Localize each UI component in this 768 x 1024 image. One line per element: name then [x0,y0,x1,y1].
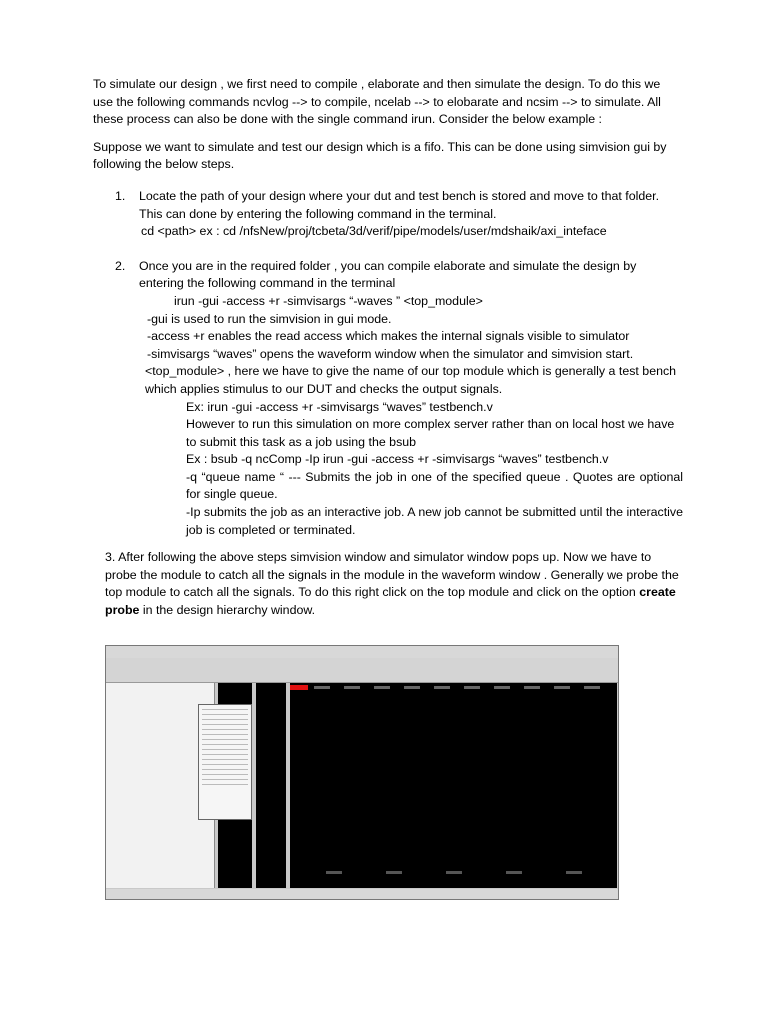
time-tick [524,686,540,689]
access-explanation: -access +r enables the read access which makes the internal signals visible to simulator [147,329,630,344]
time-tick [314,686,330,689]
waveform-pane [290,683,617,888]
suppose-paragraph: Suppose we want to simulate and test our design which is a fifo. This can be done using simvision gui by following the below steps. [93,139,667,172]
step-2 [93,258,683,540]
step-1-text: Locate the path of your design where your dut and test bench is stored and move to that folder. This can done by entering the following command in the terminal. [139,188,660,221]
step-1 [93,188,683,241]
step-2-command: irun -gui -access +r -simvisargs “-waves ” <top_module> [174,293,483,308]
intro-paragraph: To simulate our design , we first need to compile , elaborate and then simulate the design. To do this we use the following commands ncvlog --> to compile, ncelab --> to elobarate and ncsim --> to simulate. All these process can also be done with the single command irun. Consider the below example : [93,77,661,127]
screenshot-toolbar [106,658,618,683]
bottom-time-tick [446,871,462,874]
screenshot-statusbar [106,889,618,899]
however-text: However to run this simulation on more complex server rather than on local host we have to submit this task as a job using the bsub [186,417,675,449]
top-module-explanation: <top_module> , here we have to give the name of our top module which is generally a test bench which applies stimulus to our DUT and checks the output signals. [145,364,677,396]
gui-explanation: -gui is used to run the simvision in gui mode. [147,311,392,326]
step-3-text: 3. After following the above steps simvision window and simulator window pops up. Now we have to probe the module to catch all the signals in the module in the waveform window . Generally we probe the top module to catch all the signals. To do this right click on the top module and click on the option [105,550,679,600]
time-tick [344,686,360,689]
queue-option: -q “queue name “ --- Submits the job in one of the specified queue . Quotes are optional for single queue. [186,469,683,502]
time-tick [584,686,600,689]
example-2: Ex : bsub -q ncComp -Ip irun -gui -access +r -simvisargs “waves” testbench.v [186,452,609,467]
example-1: Ex: irun -gui -access +r -simvisargs “waves” testbench.v [186,399,493,414]
time-tick [374,686,390,689]
step-3-tail: in the design hierarchy window. [139,603,316,618]
step-3 [93,549,683,619]
bottom-time-tick [566,871,582,874]
step-1-number: 1. [115,188,126,203]
time-tick [494,686,510,689]
step-2-text: Once you are in the required folder , you can compile elaborate and simulate the design by entering the following command in the terminal [139,258,637,291]
step-2-number: 2. [115,258,126,273]
simvisargs-explanation: -simvisargs “waves” opens the waveform window when the simulator and simvision start. [147,346,634,361]
time-tick [554,686,570,689]
bottom-time-tick [506,871,522,874]
create-probe-text: create probe [105,585,676,618]
simvision-screenshot [105,645,619,900]
time-tick [404,686,420,689]
time-tick [464,686,480,689]
document-body [93,76,683,620]
ip-option: -Ip submits the job as an interactive job. A new job cannot be submitted until the interactive job is completed or terminated. [186,505,683,537]
screenshot-menubar [106,646,618,658]
step-1-command: cd <path> ex : cd /nfsNew/proj/tcbeta/3d/verif/pipe/models/user/mdshaik/axi_inteface [141,224,607,239]
bottom-time-tick [386,871,402,874]
time-tick [434,686,450,689]
context-menu [198,704,252,820]
signal-values-pane [256,683,286,888]
bottom-time-tick [326,871,342,874]
cursor-marker [290,685,308,690]
